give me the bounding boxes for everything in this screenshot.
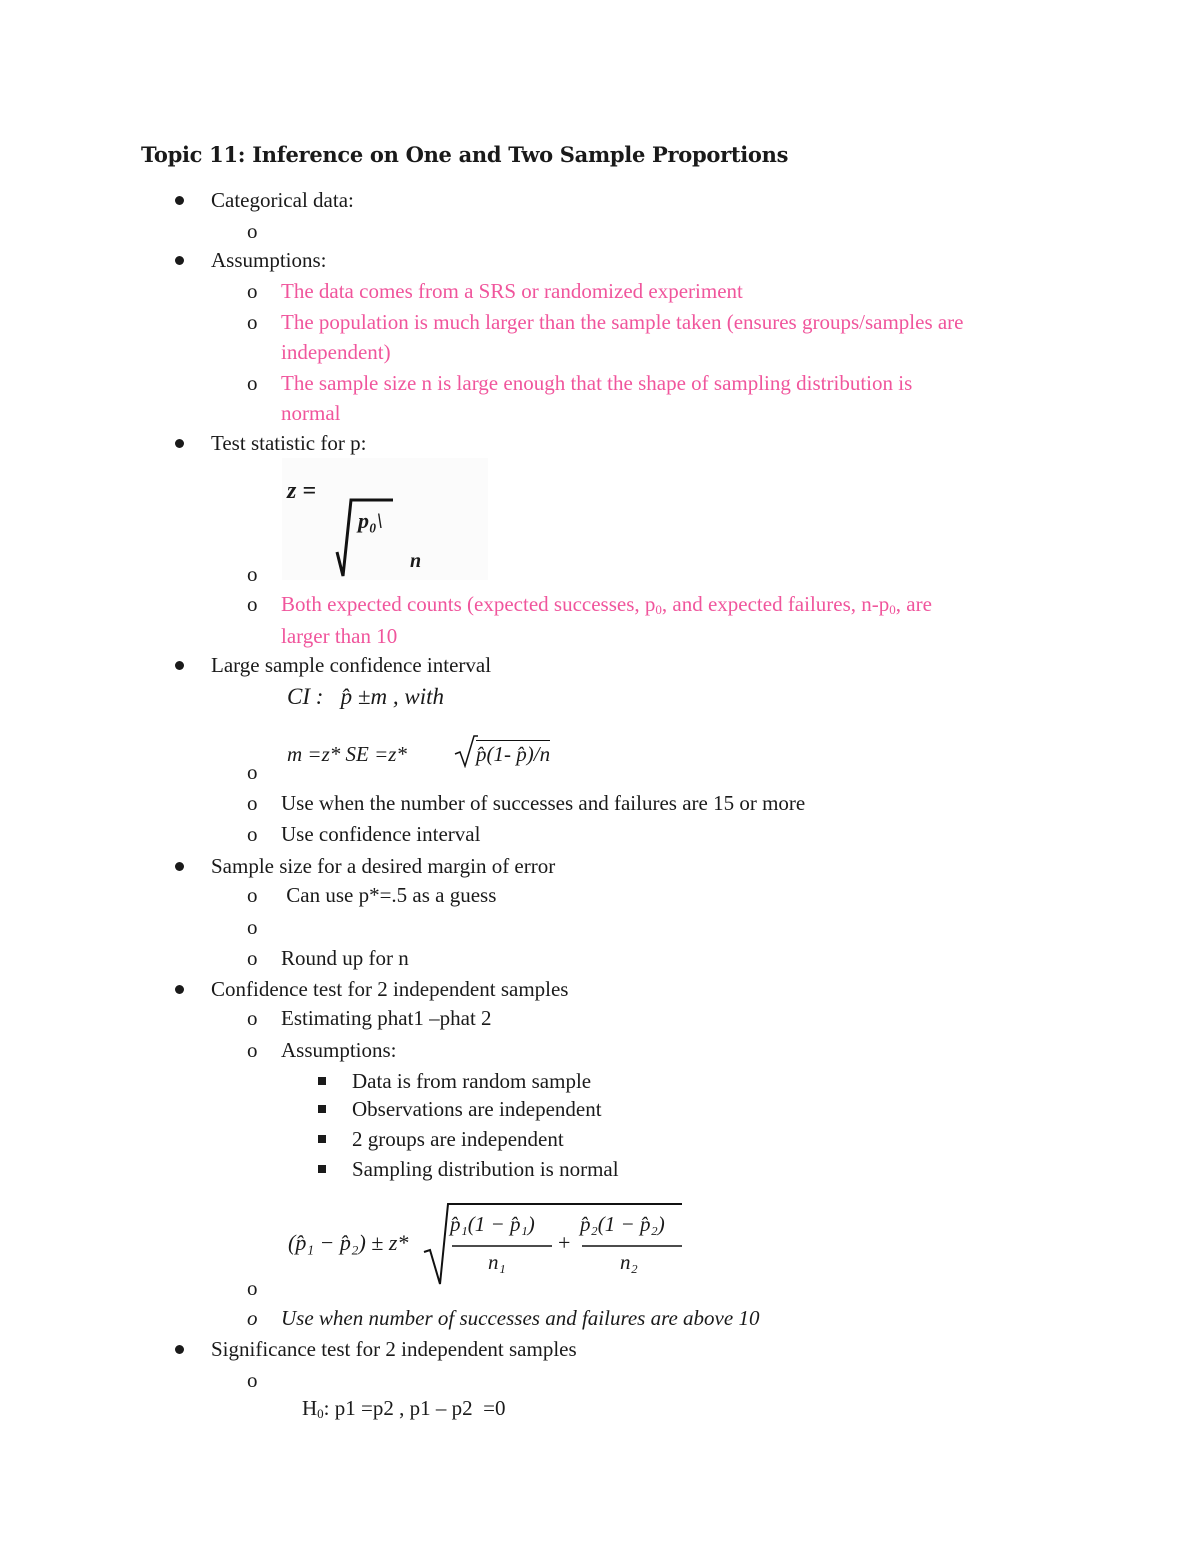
bullet	[175, 985, 184, 994]
sub-assumption-random: Data is from random sample	[352, 1069, 592, 1093]
page-title: Topic 11: Inference on One and Two Sample Proportions	[141, 142, 789, 167]
sub-bullet: o	[247, 562, 258, 586]
subscript: 0	[317, 1406, 324, 1421]
sub-bullet: o	[247, 219, 258, 243]
assumption-sample-size: The sample size n is large enough that the shape of sampling distribution is	[281, 371, 913, 395]
sub-bullet: o	[247, 915, 258, 939]
categorical-data-item: Categorical data:	[211, 188, 354, 212]
sub-bullet: o	[247, 1306, 258, 1330]
sub-bullet: o	[247, 760, 258, 784]
subscript: 0	[655, 602, 662, 617]
m-root: p̂(1- p̂)/n	[476, 742, 551, 766]
sub-bullet: o	[247, 883, 258, 907]
bullet	[175, 862, 184, 871]
expected-counts-note	[281, 590, 932, 624]
bullet	[175, 1345, 184, 1354]
ci-formula-image	[282, 680, 584, 780]
sub-assumption-groups: 2 groups are independent	[352, 1127, 564, 1151]
sub-bullet: o	[247, 592, 258, 616]
confidence-test-item: Confidence test for 2 independent samples	[211, 977, 569, 1001]
square-bullet	[318, 1165, 326, 1173]
sub-bullet: o	[247, 822, 258, 846]
square-bullet	[318, 1105, 326, 1113]
expected-counts-note-cont: larger than 10	[281, 624, 398, 648]
assumption-sample-size-cont: normal	[281, 401, 341, 425]
assumptions-item: Assumptions:	[211, 248, 327, 272]
null-hypothesis-note	[281, 1366, 505, 1456]
sub-bullet: o	[247, 1368, 258, 1392]
expected-text-b: , and expected failures, n-p	[661, 592, 890, 616]
two-left: (p̂₁ − p̂₂) ± z*	[288, 1230, 409, 1255]
use-ci-note: Use confidence interval	[281, 822, 481, 846]
large-sample-ci-item: Large sample confidence interval	[211, 653, 492, 677]
expected-text-c: , are	[895, 592, 932, 616]
sub-assumption-observations: Observations are independent	[352, 1097, 602, 1121]
z-eq: z =	[287, 478, 317, 504]
two-den1: n₁	[488, 1250, 506, 1274]
bullet	[175, 661, 184, 670]
sample-size-item: Sample size for a desired margin of error	[211, 854, 556, 878]
h0-letter: H	[302, 1396, 318, 1420]
z-n: n	[410, 550, 422, 572]
radical-symbol	[452, 734, 478, 768]
two-sample-ci-formula-image	[282, 1196, 692, 1288]
sub-bullet: o	[247, 371, 258, 395]
radical-symbol	[327, 490, 397, 580]
sub-bullet: o	[247, 1038, 258, 1062]
assumption-population: The population is much larger than the sample taken (ensures groups/samples are	[281, 310, 964, 334]
two-num1: p̂₁(1 − p̂₁)	[450, 1212, 535, 1236]
z-p0: p₀\	[358, 508, 383, 533]
sub-bullet: o	[247, 791, 258, 815]
assumption-srs: The data comes from a SRS or randomized experiment	[281, 279, 743, 303]
two-den2: n₂	[620, 1250, 638, 1274]
use-when-10-note: Use when number of successes and failures are above 10	[281, 1306, 760, 1330]
test-statistic-item: Test statistic for p:	[211, 431, 367, 455]
significance-test-item: Significance test for 2 independent samples	[211, 1337, 577, 1361]
sub-bullet: o	[247, 1006, 258, 1030]
guess-note: Can use p*=.5 as a guess	[281, 883, 497, 907]
estimating-note: Estimating phat1 –phat 2	[281, 1006, 492, 1030]
round-up-note: Round up for n	[281, 946, 409, 970]
use-when-15-note: Use when the number of successes and failures are 15 or more	[281, 791, 806, 815]
subscript: 0	[889, 602, 896, 617]
assumptions-sub-item: Assumptions:	[281, 1038, 397, 1062]
sub-assumption-normal: Sampling distribution is normal	[352, 1157, 619, 1181]
bullet	[175, 256, 184, 265]
assumption-population-cont: independent)	[281, 340, 391, 364]
sub-bullet: o	[247, 279, 258, 303]
h0-text: : p1 =p2 , p1 – p2 =0	[323, 1396, 506, 1420]
m-line: m =z* SE =z*	[287, 742, 407, 766]
z-statistic-formula-image	[282, 458, 488, 580]
two-num2: p̂₂(1 − p̂₂)	[580, 1212, 665, 1236]
bullet	[175, 439, 184, 448]
ci-line: CI : p̂ ±m , with	[287, 684, 445, 709]
square-bullet	[318, 1135, 326, 1143]
expected-text-a: Both expected counts (expected successes, p	[281, 592, 656, 616]
sub-bullet: o	[247, 946, 258, 970]
bullet	[175, 196, 184, 205]
sub-bullet: o	[247, 1276, 258, 1300]
sub-bullet: o	[247, 310, 258, 334]
square-bullet	[318, 1077, 326, 1085]
two-plus: +	[558, 1230, 571, 1255]
